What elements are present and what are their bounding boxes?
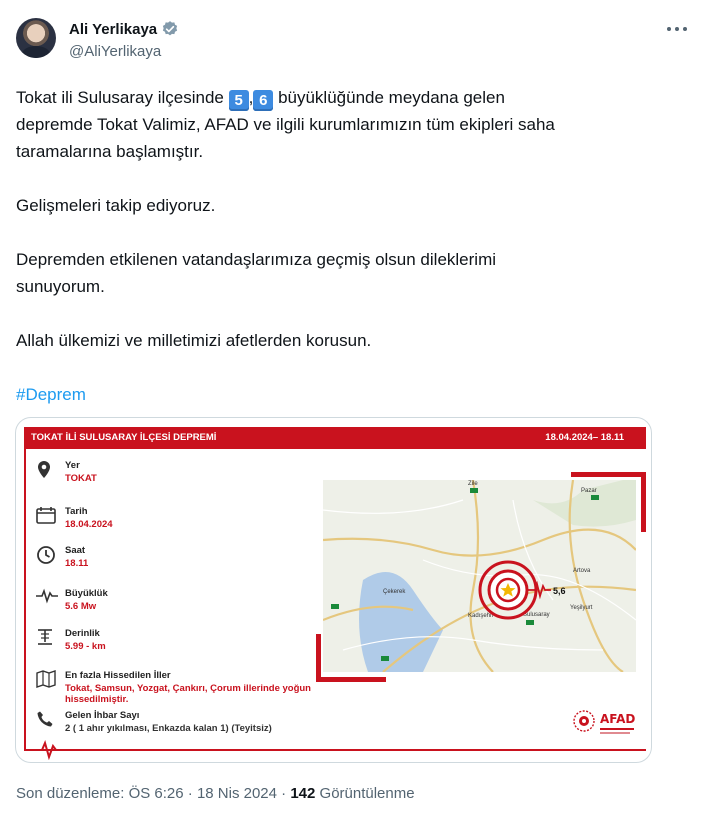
verified-badge-icon xyxy=(161,20,179,38)
depth-label: Derinlik xyxy=(65,628,100,639)
depth-icon xyxy=(36,628,54,646)
keycap-5-emoji: 5 xyxy=(229,90,249,111)
location-value: TOKAT xyxy=(65,473,97,484)
tweet-line-2: depremde Tokat Valimiz, AFAD ve ilgili kurumlarımızın tüm ekipleri saha xyxy=(16,115,555,134)
tweet-paragraph-3-line-2: sunuyorum. xyxy=(16,277,105,296)
avatar[interactable] xyxy=(16,18,56,58)
afad-logo xyxy=(572,709,634,739)
map-label-kadisehri: Kadışehri xyxy=(468,613,494,619)
location-pin-icon xyxy=(36,460,52,480)
magnitude-label: Büyüklük xyxy=(65,588,108,599)
clock-icon xyxy=(36,545,56,565)
tweet-footer xyxy=(16,785,415,802)
author-name-row xyxy=(69,20,179,38)
tweet-header xyxy=(16,16,689,66)
map-frame-corner xyxy=(641,472,646,532)
depth-value: 5.99 - km xyxy=(65,641,106,652)
map-label-pazar: Pazar xyxy=(581,488,597,494)
more-options-icon[interactable] xyxy=(667,24,687,34)
tweet-line-1 xyxy=(16,84,688,111)
map-label-zile: Zile xyxy=(468,481,478,487)
ecg-decoration-icon xyxy=(30,740,70,760)
views-count: 142 xyxy=(290,785,316,802)
tweet-text-segment: büyüklüğünde meydana gelen xyxy=(273,88,505,107)
calendar-icon xyxy=(36,506,56,524)
infographic-title-bar xyxy=(24,427,646,449)
tweet-text-segment: Tokat ili Sulusaray ilçesinde xyxy=(16,88,229,107)
map-magnitude-label: 5,6 xyxy=(553,586,566,596)
felt-label: En fazla Hissedilen İller xyxy=(65,670,171,681)
map-icon xyxy=(36,670,56,688)
map-frame-corner xyxy=(316,634,321,682)
map-label-cekerek: Çekerek xyxy=(383,589,406,595)
tweet-line-3: taramalarına başlamıştır. xyxy=(16,142,204,161)
phone-icon xyxy=(36,710,54,728)
frame-line xyxy=(24,749,646,751)
tweet-paragraph-4: Allah ülkemizi ve milletimizi afetlerden korusun. xyxy=(16,331,372,350)
reports-value: 2 ( 1 ahır yıkılması, Enkazda kalan 1) (Teyitsiz) xyxy=(65,723,272,734)
afad-logo-text: AFAD xyxy=(600,712,636,726)
infographic-title: TOKAT İLİ SULUSARAY İLÇESİ DEPREMİ xyxy=(31,432,217,443)
seismograph-icon xyxy=(36,588,58,604)
epicenter-marker xyxy=(480,562,536,618)
date-value: 18.04.2024 xyxy=(65,519,113,530)
time-label: Saat xyxy=(65,545,86,556)
views-label: Görüntülenme xyxy=(315,785,415,802)
hashtag-link[interactable]: #Deprem xyxy=(16,385,86,404)
location-label: Yer xyxy=(65,460,80,471)
date-label: Tarih xyxy=(65,506,88,517)
earthquake-map xyxy=(323,480,636,672)
map-label-yesilyurt: Yeşilyurt xyxy=(570,605,593,611)
map-frame-corner xyxy=(316,677,386,682)
reports-label: Gelen İhbar Sayı xyxy=(65,710,140,721)
map-graphic xyxy=(323,480,636,672)
tweet-text xyxy=(16,84,688,408)
tweet-text-comma: , xyxy=(248,88,254,107)
tweet-media-image[interactable] xyxy=(15,417,652,763)
keycap-6-emoji: 6 xyxy=(253,90,273,111)
tweet-paragraph-3-line-1: Depremden etkilenen vatandaşlarımıza geçmiş olsun dileklerimi xyxy=(16,250,497,269)
time-value: 18.11 xyxy=(65,558,89,569)
frame-line xyxy=(24,449,26,749)
tweet-paragraph-2: Gelişmeleri takip ediyoruz. xyxy=(16,196,216,215)
edited-timestamp[interactable]: Son düzenleme: ÖS 6:26 · 18 Nis 2024 · xyxy=(16,785,291,802)
felt-value-line-1: Tokat, Samsun, Yozgat, Çankırı, Çorum illerinde yoğun xyxy=(65,683,311,694)
map-label-artova: Artova xyxy=(573,568,591,574)
felt-value-line-2: hissedilmiştir. xyxy=(65,694,129,705)
map-label-sulusaray: Sulusaray xyxy=(523,612,550,618)
infographic-datetime: 18.04.2024– 18.11 xyxy=(545,432,624,443)
afad-emblem-icon xyxy=(572,709,596,733)
author-handle[interactable]: @AliYerlikaya xyxy=(69,43,162,60)
magnitude-value: 5.6 Mw xyxy=(65,601,97,612)
author-name[interactable]: Ali Yerlikaya xyxy=(69,20,158,38)
map-frame-corner xyxy=(571,472,646,477)
